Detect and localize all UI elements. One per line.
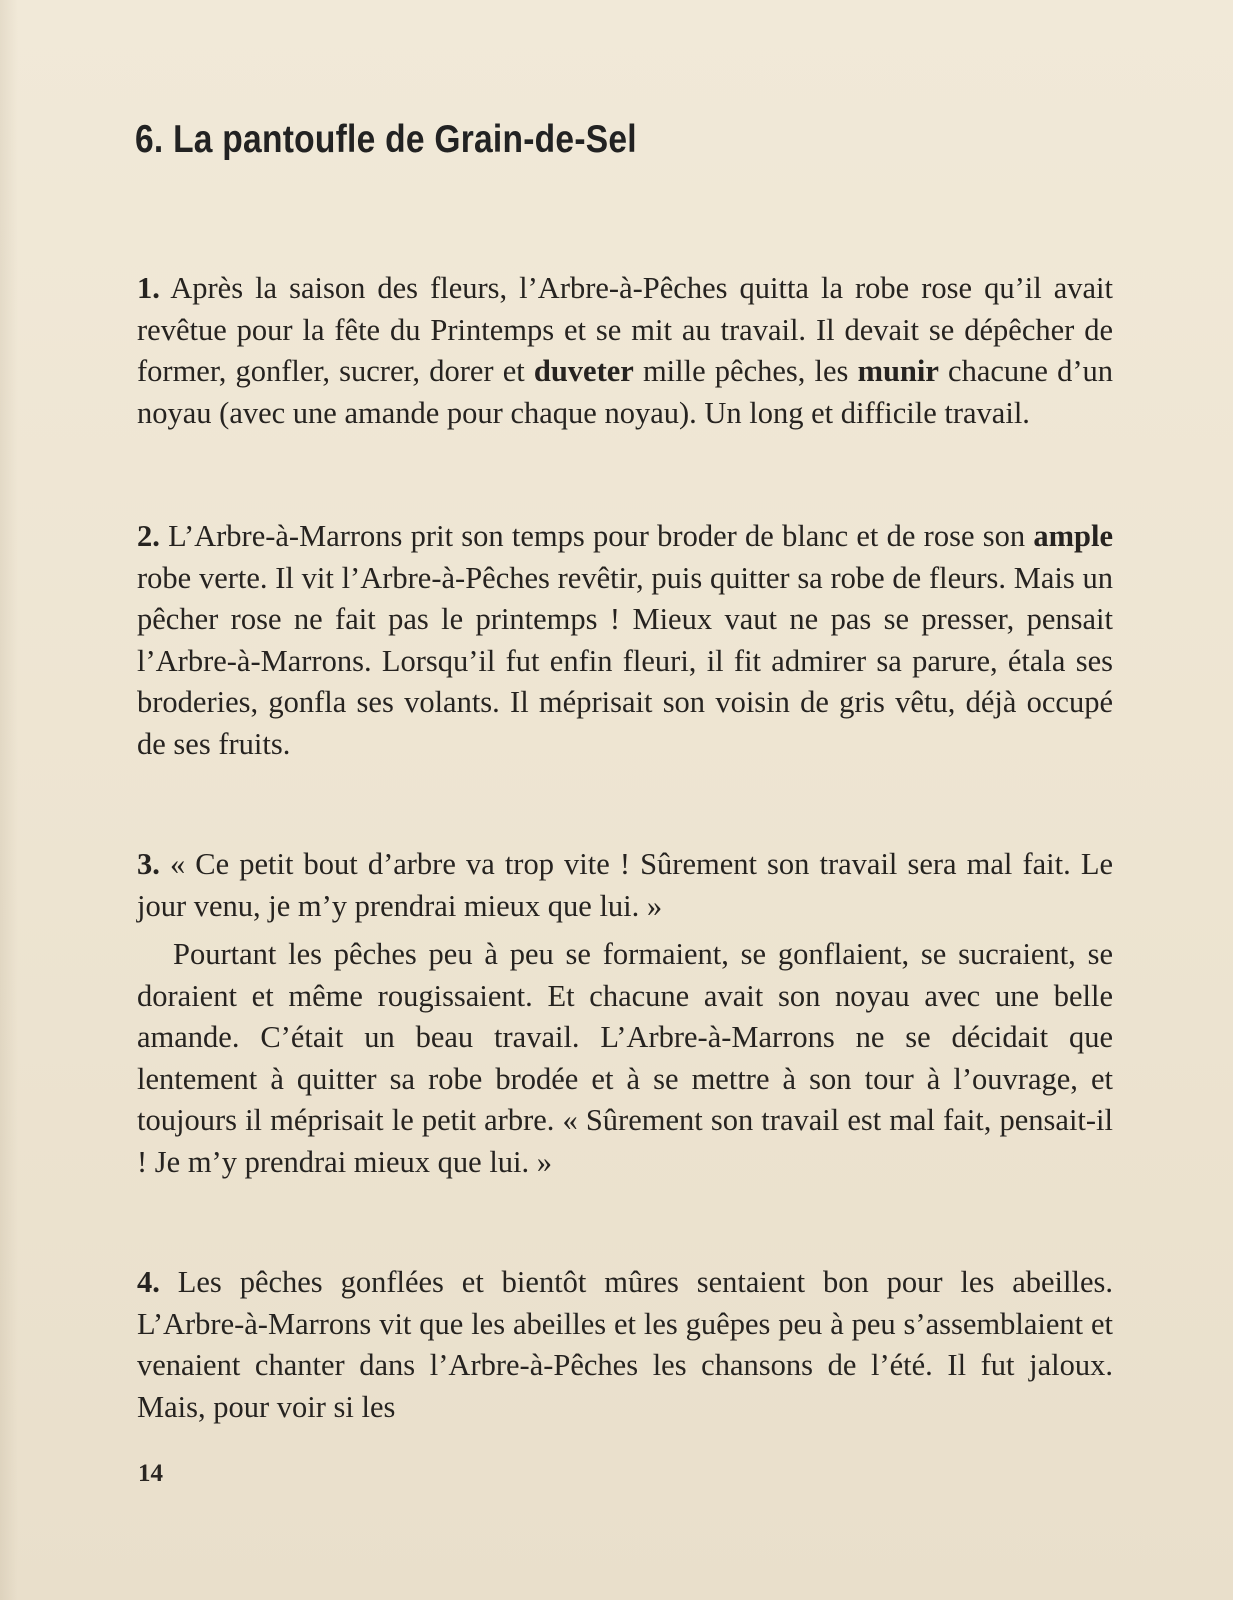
chapter-title: 6. La pantoufle de Grain-de-Sel	[135, 118, 637, 161]
paragraph-number: 1.	[137, 271, 160, 305]
paragraph-text: Après la saison des fleurs, l’Arbre-à-Pêches quitta la robe rose qu’il avait revêtue pour la fête du Printemps et se mit au travail. Il devait se dépêcher de former, gonfler, sucrer, dorer et	[137, 271, 1113, 388]
paragraph-3-continued	[137, 934, 1113, 1183]
paragraph-number: 3.	[137, 847, 160, 881]
paragraph-text: robe verte. Il vit l’Arbre-à-Pêches revêtir, puis quitter sa robe de fleurs. Mais un pêcher rose ne fait pas le printemps ! Mieux vaut ne pas se presser, pensait l’Arbre-à-Marrons. Lorsqu’il fut enfin fleuri, il fit admirer sa parure, étala ses broderies, gonfla ses volants. Il méprisait son voisin de gris vêtu, déjà occupé de ses fruits.	[137, 560, 1113, 761]
paragraph-text: Les pêches gonflées et bientôt mûres sentaient bon pour les abeilles. L’Arbre-à-Marrons vit que les abeilles et les guêpes peu à peu s’assemblaient et venaient chanter dans l’Arbre-à-Pêches les chansons de l’été. Il fut jaloux. Mais, pour voir si les	[137, 1265, 1113, 1424]
bold-word: munir	[857, 354, 939, 388]
paragraph-1	[137, 268, 1113, 434]
bold-word: ample	[1033, 519, 1113, 553]
paragraph-text: chacune d’un noyau (avec une amande pour chaque noyau). Un long et difficile travail.	[137, 354, 1113, 430]
paragraph-4	[137, 1262, 1113, 1428]
page-number: 14	[138, 1460, 163, 1487]
paragraph-number: 2.	[137, 519, 160, 553]
paragraph-text: mille pêches, les	[633, 354, 858, 388]
bold-word: duveter	[533, 354, 634, 388]
paragraph-text: « Ce petit bout d’arbre va trop vite ! Sûrement son travail sera mal fait. Le jour venu, je m’y prendrai mieux que lui. »	[137, 847, 1113, 923]
paragraph-text: Pourtant les pêches peu à peu se formaient, se gonflaient, se sucraient, se doraient et même rougissaient. Et chacune avait son noyau avec une belle amande. C’était un beau travail. L’Arbre-à-Marrons ne se décidait que lentement à quitter sa robe brodée et à se mettre à son tour à l’ouvrage, et toujours il méprisait le petit arbre. « Sûrement son travail est mal fait, pensait-il ! Je m’y prendrai mieux que lui. »	[137, 937, 1113, 1179]
paragraph-number: 4.	[137, 1265, 160, 1299]
paragraph-3	[137, 844, 1113, 927]
paragraph-text: L’Arbre-à-Marrons prit son temps pour broder de blanc et de rose son	[159, 519, 1034, 553]
paragraph-2	[137, 516, 1113, 765]
